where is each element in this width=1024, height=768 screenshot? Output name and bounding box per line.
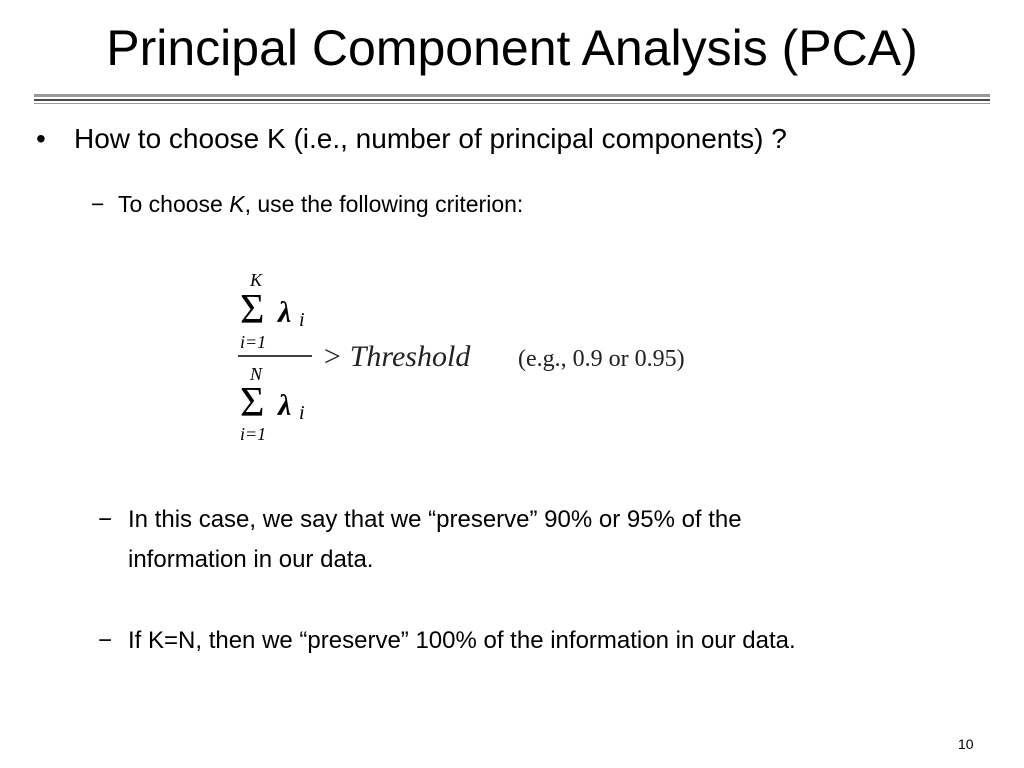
title-divider-top (34, 94, 990, 97)
dash-marker: − (91, 191, 105, 217)
variance-threshold-formula (230, 268, 750, 448)
formula-threshold: > Threshold (322, 340, 471, 373)
formula-index-top: i (299, 309, 305, 331)
dash-marker: − (98, 506, 113, 533)
sub-bullet-k: K (229, 191, 245, 217)
sub-bullet-line-1: In this case, we say that we “preserve” 90% or 95% of the (128, 506, 742, 533)
sub-bullet-preserve-90-95 (98, 500, 742, 580)
dash-marker: − (98, 627, 113, 654)
formula-drawing (230, 268, 750, 448)
sub-bullet-criterion (91, 184, 523, 224)
summation-icon: Σ (240, 380, 265, 426)
title-divider-middle (34, 99, 990, 101)
sub-bullet-suffix: , use the following criterion: (244, 191, 524, 217)
formula-lower-limit-bottom: i=1 (240, 424, 267, 444)
formula-lambda-bottom: λ (278, 389, 292, 422)
title-divider-bottom (34, 103, 990, 104)
sub-bullet-prefix: To choose (118, 191, 230, 217)
summation-icon: Σ (240, 287, 265, 333)
formula-index-bottom: i (299, 402, 305, 424)
formula-lower-limit-top: i=1 (240, 332, 267, 352)
sub-bullet-preserve-100 (98, 621, 796, 661)
formula-upper-limit-n: N (250, 364, 263, 384)
slide-title: Principal Component Analysis (PCA) (106, 20, 918, 76)
bullet-text: How to choose K (i.e., number of principal components) ? (74, 123, 787, 154)
sub-bullet-line-2: information in our data. (128, 546, 374, 573)
formula-upper-limit-k: K (250, 270, 263, 290)
bullet-how-to-choose-k (36, 120, 787, 158)
sub-bullet-text: If K=N, then we “preserve” 100% of the information in our data. (128, 627, 796, 654)
bullet-marker: • (36, 123, 46, 154)
formula-lambda-top: λ (278, 296, 292, 329)
formula-example: (e.g., 0.9 or 0.95) (518, 346, 685, 372)
page-number: 10 (958, 736, 974, 752)
